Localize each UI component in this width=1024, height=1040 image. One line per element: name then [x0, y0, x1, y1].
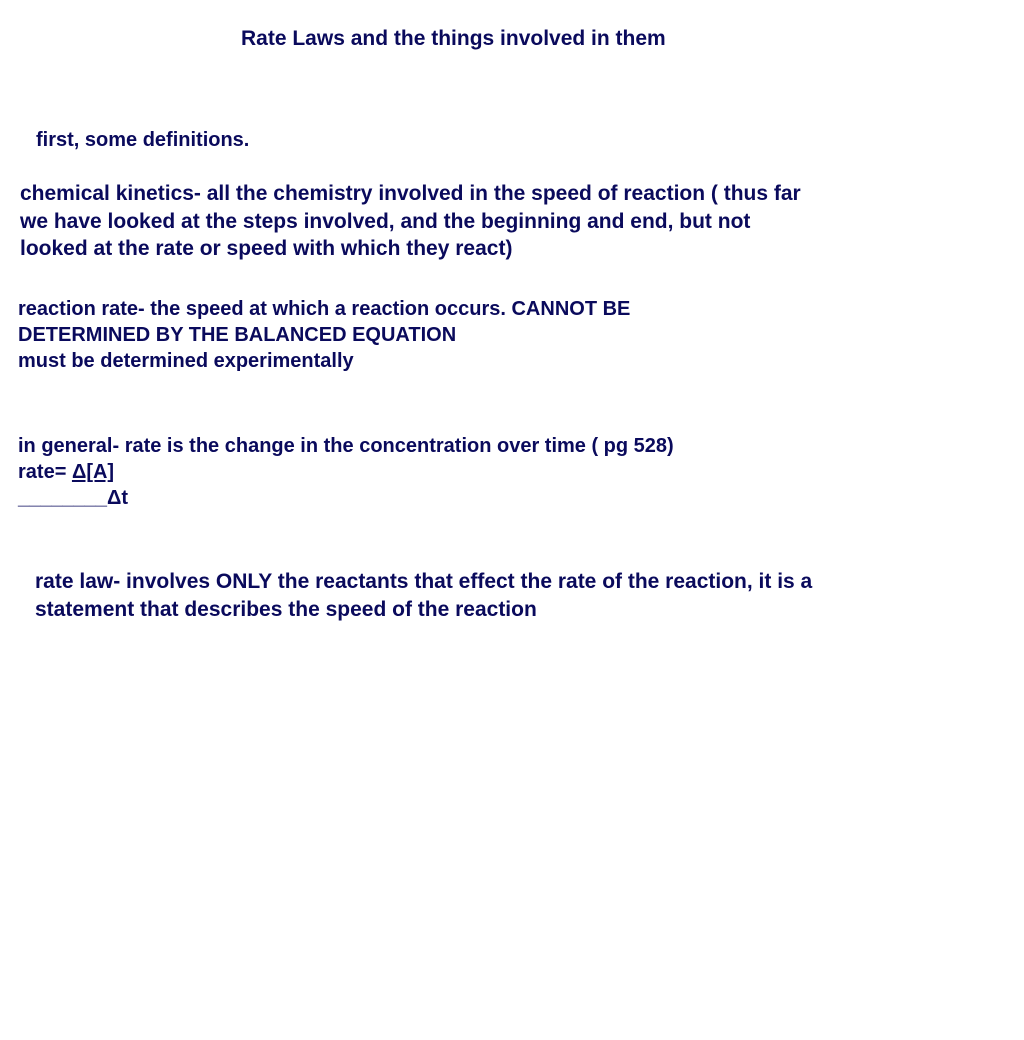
rate-label: rate=	[18, 461, 72, 483]
definition-line: we have looked at the steps involved, and the beginning and end, but not	[20, 209, 751, 233]
definition-line: chemical kinetics- all the chemistry involved in the speed of reaction ( thus far	[20, 182, 801, 205]
chemical-kinetics-definition	[20, 180, 801, 263]
rate-equation-numerator-line	[18, 459, 674, 485]
definition-line: reaction rate- the speed at which a reaction occurs. CANNOT BE	[18, 298, 631, 320]
page-title: Rate Laws and the things involved in them	[241, 27, 666, 50]
delta-time: Δt	[106, 487, 129, 509]
general-description: in general- rate is the change in the concentration over time ( pg 528)	[18, 435, 674, 457]
reaction-rate-definition	[18, 296, 630, 374]
rate-equation-denominator-line	[18, 485, 674, 511]
delta-concentration: Δ[A]	[71, 461, 115, 483]
definition-line: rate law- involves ONLY the reactants that effect the rate of the reaction, it is a	[35, 570, 813, 593]
definition-line: looked at the rate or speed with which they react)	[20, 237, 513, 260]
rate-law-definition	[35, 568, 812, 624]
definition-line: DETERMINED BY THE BALANCED EQUATION	[18, 324, 457, 346]
intro-text: first, some definitions.	[36, 129, 250, 151]
definition-line: must be determined experimentally	[18, 350, 354, 372]
fraction-bar: ________	[18, 487, 107, 509]
definition-line: statement that describes the speed of the reaction	[35, 598, 537, 621]
general-rate-formula	[18, 433, 674, 511]
